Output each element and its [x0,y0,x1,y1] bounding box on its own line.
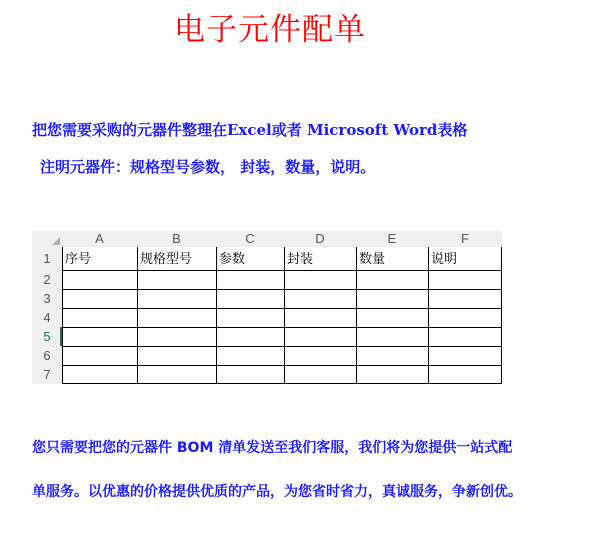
grid-line [62,327,502,328]
spreadsheet-example [32,231,502,384]
column-header-e[interactable]: E [356,231,428,247]
row-header-1[interactable]: 1 [32,247,62,270]
grid-line [62,289,502,290]
column-header-a[interactable]: A [62,231,137,247]
intro-line-2: 注明元器件：规格型号参数， 封装，数量，说明。 [40,158,376,176]
column-header-c[interactable]: C [216,231,284,247]
row-header-7[interactable]: 7 [32,365,62,384]
grid-line [428,247,429,384]
select-all-corner[interactable] [32,231,62,247]
column-header-b[interactable]: B [137,231,216,247]
header-cell-params[interactable]: 参数 [219,252,246,267]
row-header-5[interactable]: 5 [32,327,62,346]
grid-line [284,247,285,384]
header-cell-spec[interactable]: 规格型号 [140,252,193,267]
row-header-2[interactable]: 2 [32,270,62,289]
grid-line [62,346,502,347]
header-cell-serial[interactable]: 序号 [65,252,92,267]
grid-line [62,308,502,309]
page-title: 电子元件配单 [174,12,366,48]
header-cell-quantity[interactable]: 数量 [359,252,386,267]
grid-line [356,247,357,384]
column-header-f[interactable]: F [428,231,502,247]
footer-line-2: 单服务。以优惠的价格提供优质的产品，为您省时省力，真诚服务，争新创优。 [32,484,522,500]
intro-line-1: 把您需要采购的元器件整理在Excel或者 Microsoft Word表格 [32,121,468,139]
grid-line [62,247,63,384]
grid-line [137,247,138,384]
grid-line [62,383,502,384]
grid-line [501,247,502,384]
header-cell-package[interactable]: 封装 [287,252,314,267]
grid-line [62,270,502,271]
footer-line-1: 您只需要把您的元器件 BOM 清单发送至我们客服，我们将为您提供一站式配 [32,440,513,456]
grid-line [216,247,217,384]
row-header-3[interactable]: 3 [32,289,62,308]
row-header-6[interactable]: 6 [32,346,62,365]
column-header-d[interactable]: D [284,231,356,247]
header-cell-notes[interactable]: 说明 [431,252,458,267]
grid-line [62,365,502,366]
row-header-4[interactable]: 4 [32,308,62,327]
